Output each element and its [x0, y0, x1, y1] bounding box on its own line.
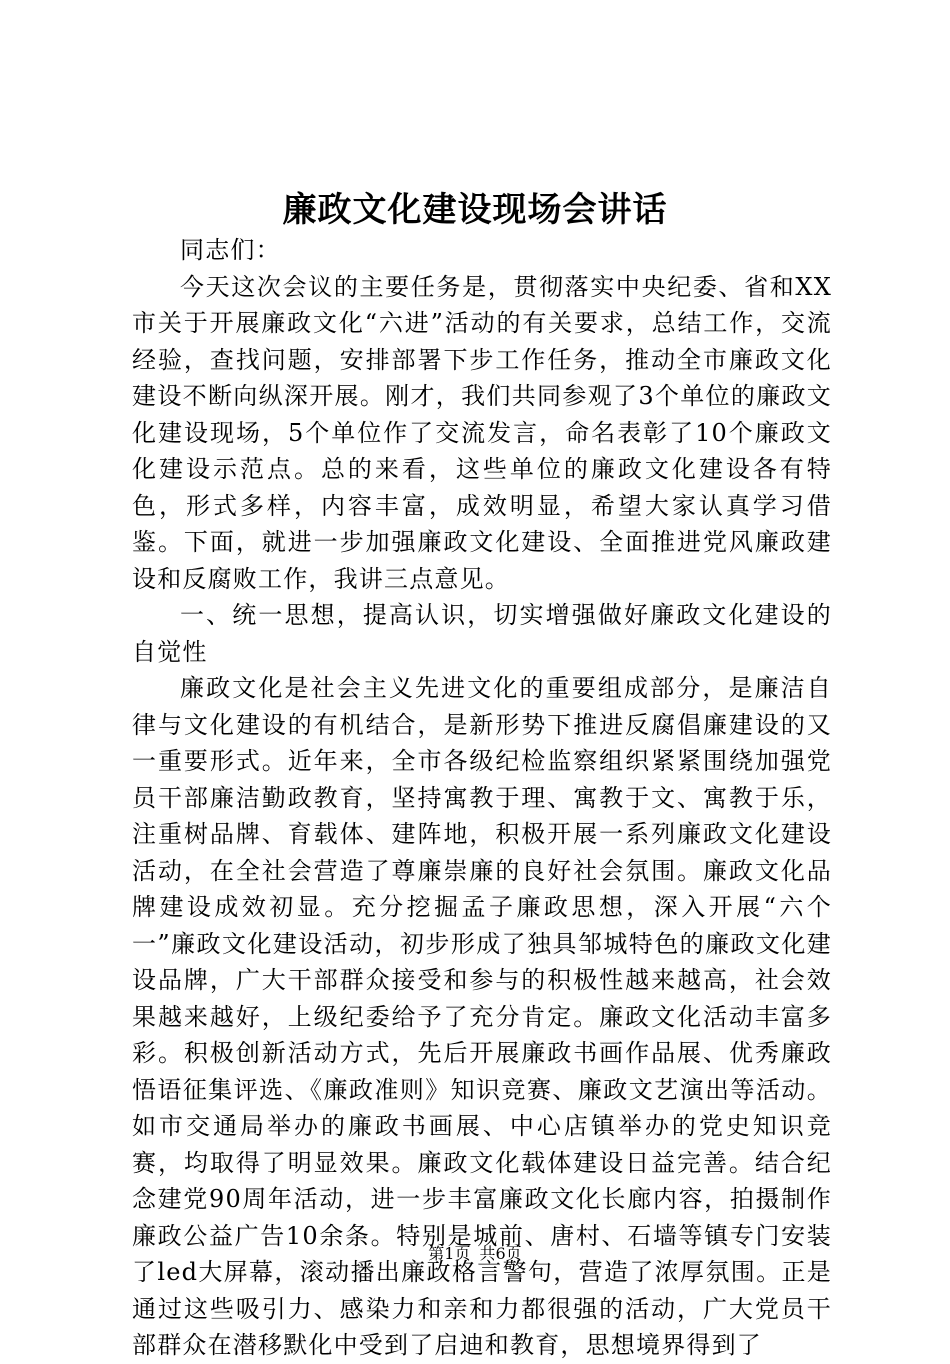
document-title: 廉政文化建设现场会讲话 — [282, 190, 668, 230]
section-1-paragraph: 廉政文化是社会主义先进文化的重要组成部分，是廉洁自律与文化建设的有机结合，是新形势下推进反腐倡廉建设的又一重要形式。近年来，全市各级纪检监察组织紧紧围绕加强党员干部廉洁勤政教育，坚持寓教于理、寓教于文、寓教于乐，注重树品牌、育载体、建阵地，积极开展一系列廉政文化建设活动，在全社会营造了尊廉崇廉的良好社会氛围。廉政文化品牌建设成效初显。充分挖掘孟子廉政思想，深入开展“六个一”廉政文化建设活动，初步形成了独具邹城特色的廉政文化建设品牌，广大干部群众接受和参与的积极性越来越高，社会效果越来越好，上级纪委给予了充分肯定。廉政文化活动丰富多彩。积极创新活动方式，先后开展廉政书画作品展、优秀廉政悟语征集评选、《廉政准则》知识竞赛、廉政文艺演出等活动。如市交通局举办的廉政书画展、中心店镇举办的党史知识竞赛，均取得了明显效果。廉政文化载体建设日益完善。结合纪念建党90周年活动，进一步丰富廉政文化长廊内容，拍摄制作廉政公益广告10余条。特别是城前、唐村、石墙等镇专门安装了led大屏幕，滚动播出廉政格言警句，营造了浓厚氛围。正是通过这些吸引力、感染力和亲和力都很强的活动，广大党员干部群众在潜移默化中受到了启迪和教育，思想境界得到了 — [132, 674, 832, 1359]
page-number: 第1页 — [428, 1244, 471, 1263]
document-body — [132, 232, 832, 1364]
section-heading-1: 一、统一思想，提高认识，切实增强做好廉政文化建设的自觉性 — [132, 601, 832, 666]
page-footer — [0, 1243, 950, 1265]
intro-paragraph: 今天这次会议的主要任务是，贯彻落实中央纪委、省和XX市关于开展廉政文化“六进”活动的有关要求，总结工作，交流经验，查找问题，安排部署下步工作任务，推动全市廉政文化建设不断向纵深开展。刚才，我们共同参观了3个单位的廉政文化建设现场，5个单位作了交流发言，命名表彰了10个廉政文化建设示范点。总的来看，这些单位的廉政文化建设各有特色，形式多样，内容丰富，成效明显，希望大家认真学习借鉴。下面，就进一步加强廉政文化建设、全面推进党风廉政建设和反腐败工作，我讲三点意见。 — [132, 272, 832, 593]
page-total: 共6页 — [479, 1244, 522, 1263]
salutation-paragraph: 同志们： — [180, 236, 281, 264]
